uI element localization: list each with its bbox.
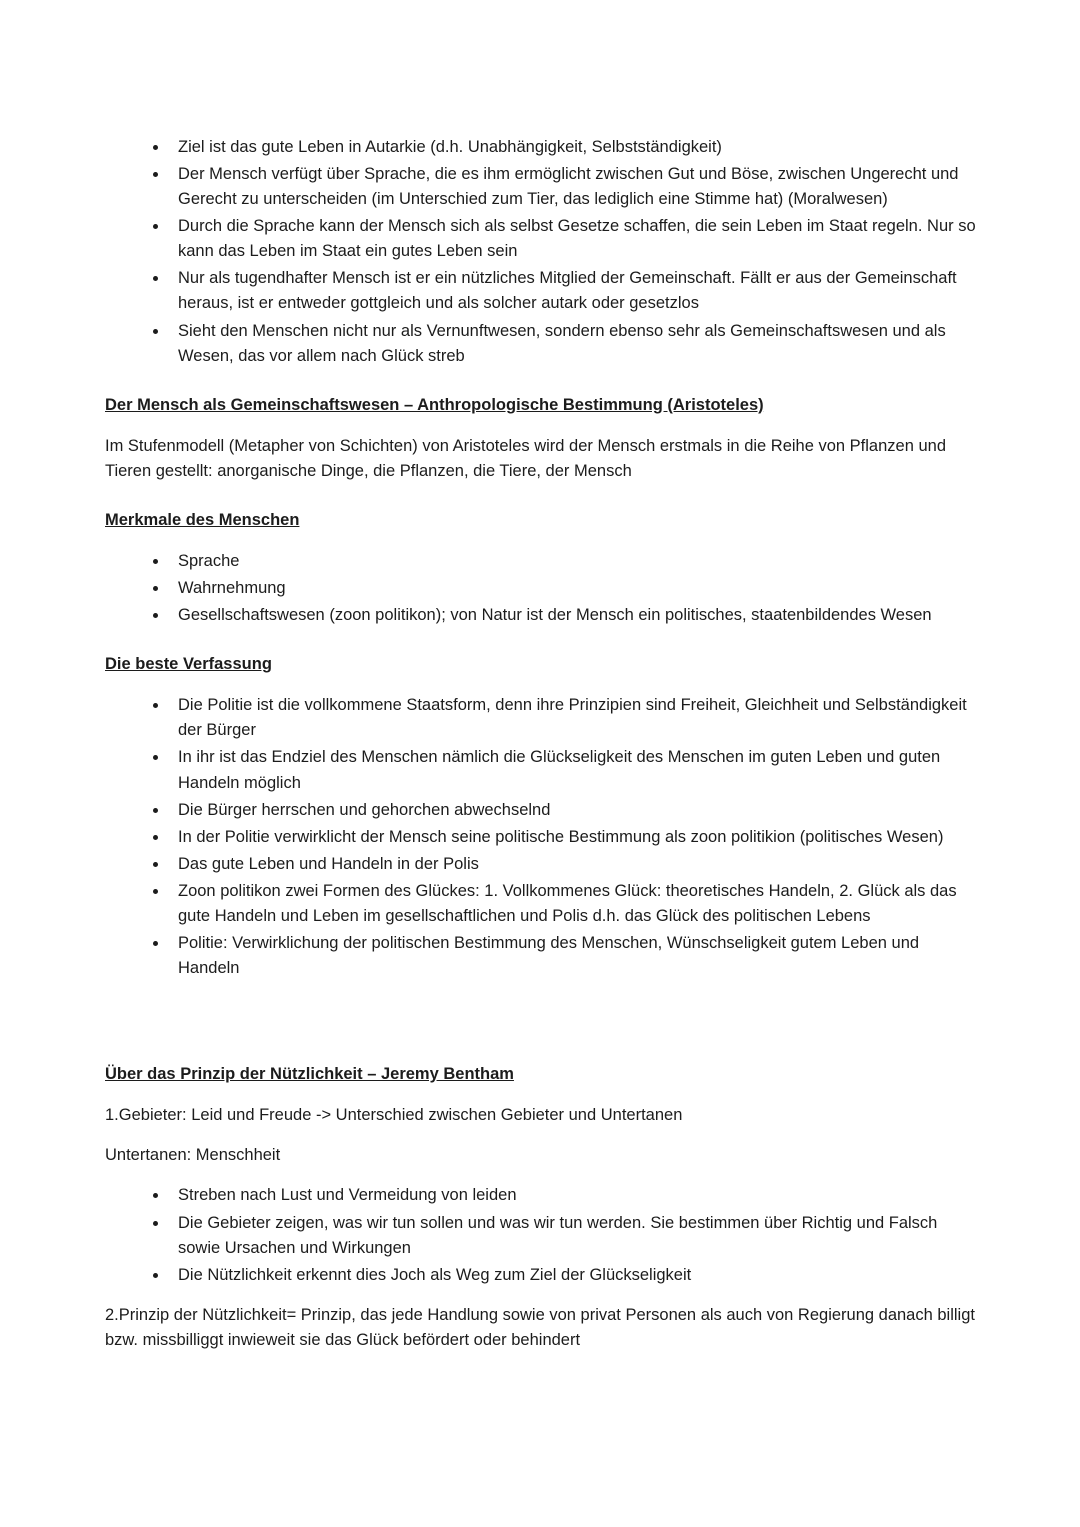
bullet-item: • Der Mensch verfügt über Sprache, die es ihm ermöglicht zwischen Gut und Böse, zwischen Ungerecht und Gerecht zu unterscheiden (im Unterschied zum Tier, das lediglich eine Stimme hat) (Moralwesen) (169, 162, 980, 212)
bullet-item: • In der Politie verwirklicht der Mensch seine politische Bestimmung als zoon politikion (politisches Wesen) (169, 825, 980, 850)
bullet-item: • Die Nützlichkeit erkennt dies Joch als Weg zum Ziel der Glückseligkeit (169, 1263, 980, 1288)
paragraph: 1.Gebieter: Leid und Freude -> Unterschied zwischen Gebieter und Untertanen (105, 1106, 683, 1125)
bullet-list (105, 1183, 980, 1287)
bullet-item: • Nur als tugendhafter Mensch ist er ein nützliches Mitglied der Gemeinschaft. Fällt er aus der Gemeinschaft heraus, ist er entweder gottgleich und als solcher autark oder gesetzlos (169, 266, 980, 316)
paragraph: Untertanen: Menschheit (105, 1146, 281, 1165)
bullet-item: • Ziel ist das gute Leben in Autarkie (d.h. Unabhängigkeit, Selbstständigkeit) (169, 135, 980, 160)
bullet-item: • Streben nach Lust und Vermeidung von leiden (169, 1183, 980, 1208)
bullet-item: • Die Gebieter zeigen, was wir tun sollen und was wir tun werden. Sie bestimmen über Richtig und Falsch sowie Ursachen und Wirkungen (169, 1211, 980, 1261)
bullet-item: • In ihr ist das Endziel des Menschen nämlich die Glückseligkeit des Menschen im guten Leben und guten Handeln möglich (169, 745, 980, 795)
section-heading: Die beste Verfassung (105, 655, 272, 674)
bullet-item: • Gesellschaftswesen (zoon politikon); von Natur ist der Mensch ein politisches, staatenbildendes Wesen (169, 603, 980, 628)
paragraph: Im Stufenmodell (Metapher von Schichten) von Aristoteles wird der Mensch erstmals in die Reihe von Pflanzen und Tieren gestellt: anorganische Dinge, die Pflanzen, die Tiere, der Mensch (105, 436, 947, 480)
bullet-item: • Sprache (169, 549, 980, 574)
bullet-list (105, 135, 980, 369)
vertical-spacer (105, 996, 980, 1038)
bullet-list (105, 693, 980, 981)
section-heading: Merkmale des Menschen (105, 510, 300, 529)
bullet-item: • Die Bürger herrschen und gehorchen abwechselnd (169, 798, 980, 823)
section-heading: Der Mensch als Gemeinschaftswesen – Anthropologische Bestimmung (Aristoteles) (105, 395, 764, 414)
bullet-item: • Zoon politikon zwei Formen des Glückes: 1. Vollkommenes Glück: theoretisches Handeln, 2. Glück als das gute Handeln und Leben im gesellschaftlichen und Polis d.h. das Glück des politischen Lebens (169, 879, 980, 929)
bullet-item: • Das gute Leben und Handeln in der Polis (169, 852, 980, 877)
bullet-item: • Politie: Verwirklichung der politischen Bestimmung des Menschen, Wünschseligkeit gutem Leben und Handeln (169, 931, 980, 981)
paragraph: 2.Prinzip der Nützlichkeit= Prinzip, das jede Handlung sowie von privat Personen als auch von Regierung danach billigt bzw. missbilliggt inwieweit sie das Glück befördert oder behindert (105, 1305, 975, 1349)
bullet-item: • Wahrnehmung (169, 576, 980, 601)
bullet-item: • Durch die Sprache kann der Mensch sich als selbst Gesetze schaffen, die sein Leben im Staat regeln. Nur so kann das Leben im Staat ein gutes Leben sein (169, 214, 980, 264)
section-heading: Über das Prinzip der Nützlichkeit – Jeremy Bentham (105, 1065, 514, 1084)
bullet-item: • Die Politie ist die vollkommene Staatsform, denn ihre Prinzipien sind Freiheit, Gleichheit und Selbständigkeit der Bürger (169, 693, 980, 743)
bullet-list (105, 549, 980, 628)
document-content (105, 135, 980, 1353)
bullet-item: • Sieht den Menschen nicht nur als Vernunftwesen, sondern ebenso sehr als Gemeinschaftswesen und als Wesen, das vor allem nach Glück streb (169, 319, 980, 369)
